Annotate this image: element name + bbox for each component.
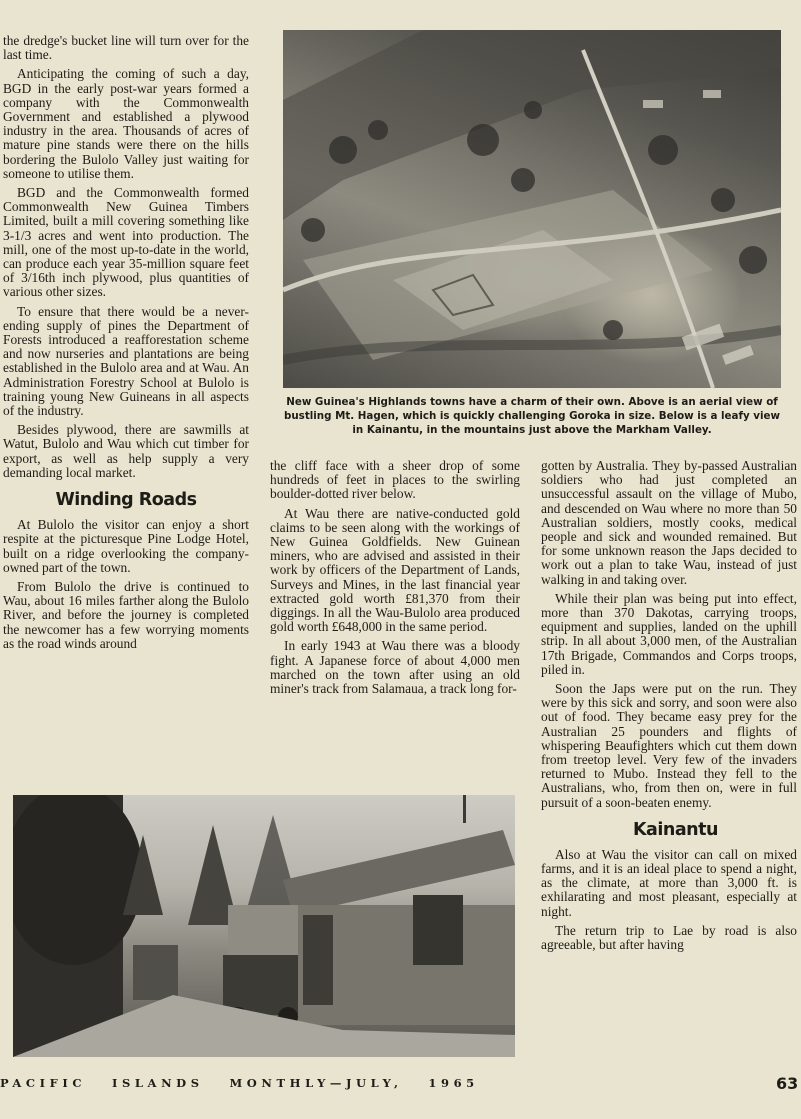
street-photo-illustration	[13, 795, 515, 1057]
paragraph: Besides plywood, there are sawmills at Watut, Bulolo and Wau which cut timber for export, as well as help supply a very demanding local market.	[3, 422, 249, 480]
paragraph: gotten by Australia. They by-passed Australian soldiers who had just completed an unsuccessful assault on the village of Mubo, and descended on Wau where no more than 50 Australian soldiers, mostly cooks, medical people and sick and wounded remained. But for some unknown reason the Japs decided to work out a plan to take Wau, instead of just walking in and taking over.	[541, 458, 797, 587]
paragraph: While their plan was being put into effect, more than 370 Dakotas, carrying troops, equipment and supplies, landed on the uphill strip. In all about 3,000 men, of the Australian 17th Brigade, Commandos and Corps troops, piled in.	[541, 590, 797, 677]
page-number: 63	[776, 1074, 799, 1093]
photo-caption: New Guinea's Highlands towns have a charm of their own. Above is an aerial view of bustling Mt. Hagen, which is quickly challenging Goroka in size. Below is a leafy view in Kainantu, in the mountains just above the Markham Valley.	[283, 396, 780, 436]
text-column-2	[270, 459, 520, 701]
paragraph: the dredge's bucket line will turn over for the last time.	[3, 33, 249, 63]
page-footer	[0, 1074, 801, 1096]
paragraph: Also at Wau the visitor can call on mixed farms, and it is an ideal place to spend a night, as the climate, at more than 3,000 ft. is exhilarating and most pleasant, especially at night.	[541, 846, 797, 919]
paragraph: BGD and the Commonwealth formed Commonwealth New Guinea Timbers Limited, built a mill covering something like 3-1/3 acres and went into production. The mill, one of the most up-to-date in the world, can produce each year 35-million square feet of 3/16th inch plywood, plus quantities of various other sizes.	[3, 185, 249, 300]
paragraph: At Wau there are native-conducted gold claims to be seen along with the workings of New Guinea Goldfields. New Guinean miners, who are advised and assisted in their work by officers of the Department of Lands, Surveys and Mines, in the last financial year extracted gold worth £81,370 from their diggings. In all the Wau-Bulolo area produced gold worth £648,000 in the same period.	[270, 505, 520, 635]
section-heading-winding-roads: Winding Roads	[55, 490, 197, 511]
paragraph: The return trip to Lae by road is also agreeable, but after having	[541, 922, 797, 953]
paragraph: To ensure that there would be a never-ending supply of pines the Department of Forests introduced a reafforestation scheme and now nurseries and plantations are being established in the Bulolo area and at Wau. An Administration Forestry School at Bulolo is training young New Guineans in all aspects of the industry.	[3, 303, 249, 419]
street-photo-kainantu	[13, 795, 515, 1057]
aerial-photo-illustration	[283, 30, 781, 388]
text-column-3	[541, 459, 797, 957]
text-column-1	[3, 34, 249, 656]
aerial-photo-mt-hagen	[283, 30, 781, 388]
paragraph: From Bulolo the drive is continued to Wau, about 16 miles farther along the Bulolo River, and before the journey is completed the newcomer has a few worrying moments as the road winds around	[3, 578, 249, 651]
section-heading-kainantu: Kainantu	[633, 819, 718, 840]
paragraph: At Bulolo the visitor can enjoy a short respite at the picturesque Pine Lodge Hotel, built on a ridge overlooking the company-owned part of the town.	[3, 517, 249, 575]
footer-publication-line: PACIFIC ISLANDS MONTHLY—JULY, 1965	[0, 1076, 479, 1090]
paragraph: Anticipating the coming of such a day, BGD in the early post-war years formed a company with the Commonwealth Government and established a plywood industry in the area. Thousands of acres of mature pine stands were there on the hills bordering the Bulolo Valley just waiting for someone to utilise them.	[3, 66, 249, 181]
paragraph: In early 1943 at Wau there was a bloody fight. A Japanese force of about 4,000 men marched on the town after using an old miner's track from Salamaua, a track long for-	[270, 638, 520, 697]
paragraph: the cliff face with a sheer drop of some hundreds of feet in places to the swirling boulder-dotted river below.	[270, 458, 520, 502]
paragraph: Soon the Japs were put on the run. They were by this sick and sorry, and soon were also out of food. They became easy prey for the Australian 25 pounders and flights of whispering Beaufighters which cut them down from treetop level. Very few of the invaders returned to Mubo. Instead they fell to the Australians, who, from then on, were in full pursuit of a soon-beaten enemy.	[541, 681, 797, 810]
